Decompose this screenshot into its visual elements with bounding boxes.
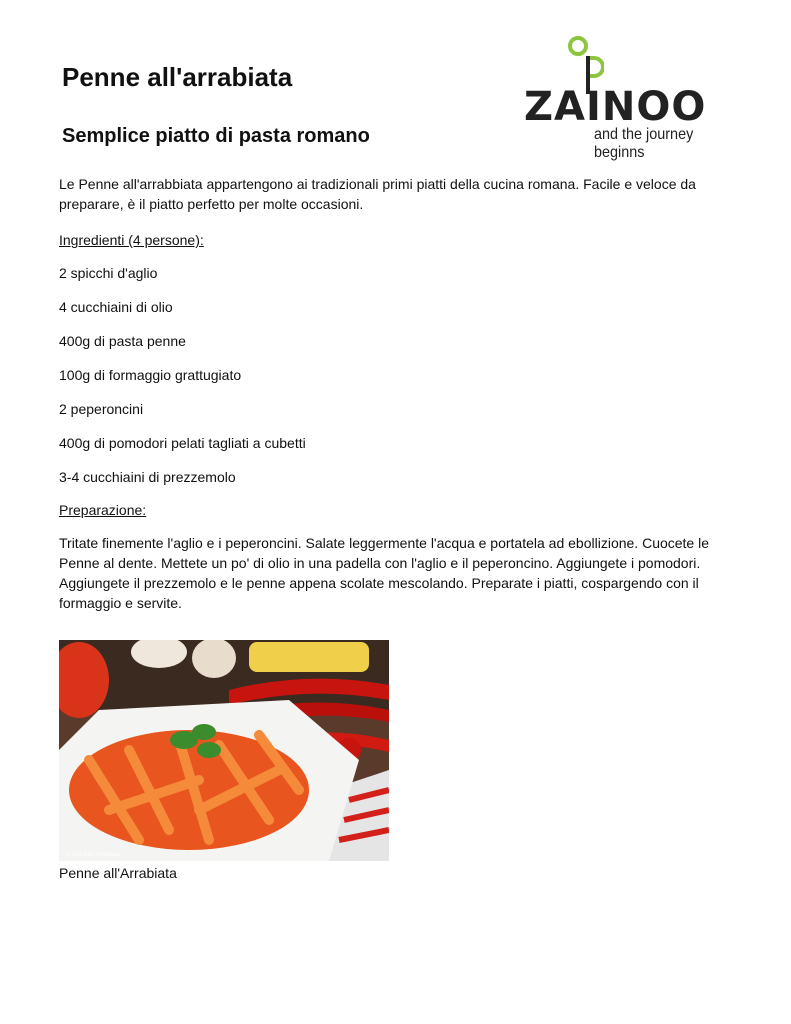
photo-credit: © Fotolia/ kmasqu: [65, 851, 121, 858]
ingredient-item: 2 spicchi d'aglio: [59, 265, 158, 281]
intro-paragraph: Le Penne all'arrabbiata appartengono ai tradizionali primi piatti della cucina romana. Facile e veloce da preparare, è il piatto perfetto per molte occasioni.: [59, 176, 696, 212]
ingredient-item: 100g di formaggio grattugiato: [59, 367, 242, 383]
ingredient-item: 400g di pomodori pelati tagliati a cubetti: [59, 435, 306, 451]
pasta-photo: [59, 640, 389, 861]
ingredient-item: 400g di pasta penne: [59, 333, 186, 349]
ingredients-heading: Ingredienti (4 persone):: [59, 232, 204, 248]
page-subtitle: Semplice piatto di pasta romano: [62, 125, 370, 147]
preparation-heading: Preparazione:: [59, 502, 147, 518]
ingredient-item: 2 peperoncini: [59, 401, 144, 417]
preparation-paragraph: Tritate finemente l'aglio e i peperoncini. Salate leggermente l'acqua e portatela ad ebollizione. Cuocete le Penne al dente. Mettete un po' di olio in una padella con l'aglio e il peperoncino. Aggiungete i pomodori. Aggiungete il prezzemolo e le penne appena scolate mescolando. Preparate i piatti, cospargendo con il formaggio e servite.: [59, 535, 710, 611]
ingredient-item: 4 cucchiaini di olio: [59, 299, 173, 315]
logo-tagline: and the journey beginns: [594, 126, 694, 161]
pasta-photo-illustration: [59, 640, 389, 861]
page-title: Penne all'arrabiata: [62, 62, 293, 92]
zainoo-logo: [524, 34, 754, 161]
ingredient-item: 3-4 cucchiaini di prezzemolo: [59, 469, 236, 485]
photo-caption: Penne all'Arrabiata: [59, 865, 177, 881]
logo-brand-text: ZAINOO: [524, 84, 707, 130]
